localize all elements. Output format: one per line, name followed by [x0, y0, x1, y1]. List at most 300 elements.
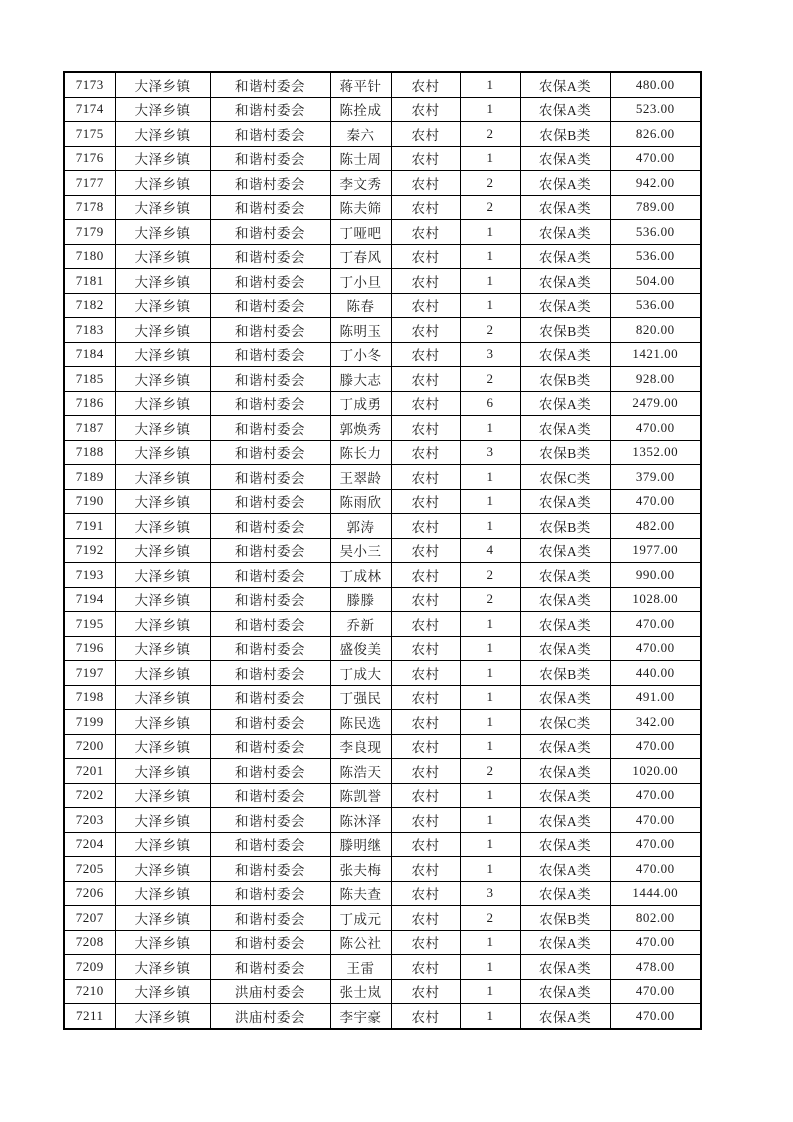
table-row	[64, 465, 701, 490]
cell-amount: 826.00	[610, 122, 701, 147]
cell-category: 农保A类	[520, 783, 610, 808]
cell-category: 农保B类	[520, 318, 610, 343]
cell-name: 陈明玉	[330, 318, 391, 343]
cell-committee: 和谐村委会	[210, 97, 330, 122]
cell-count: 1	[460, 661, 520, 686]
cell-type: 农村	[391, 587, 460, 612]
table-row	[64, 367, 701, 392]
cell-id: 7186	[64, 391, 115, 416]
cell-name: 丁哑吧	[330, 220, 391, 245]
cell-count: 1	[460, 220, 520, 245]
cell-committee: 和谐村委会	[210, 612, 330, 637]
cell-category: 农保A类	[520, 171, 610, 196]
cell-id: 7200	[64, 734, 115, 759]
cell-township: 大泽乡镇	[115, 440, 210, 465]
cell-committee: 洪庙村委会	[210, 979, 330, 1004]
cell-id: 7210	[64, 979, 115, 1004]
cell-count: 1	[460, 734, 520, 759]
cell-category: 农保A类	[520, 269, 610, 294]
cell-type: 农村	[391, 881, 460, 906]
cell-township: 大泽乡镇	[115, 293, 210, 318]
cell-category: 农保A类	[520, 1004, 610, 1029]
cell-category: 农保A类	[520, 881, 610, 906]
cell-count: 1	[460, 832, 520, 857]
cell-committee: 和谐村委会	[210, 171, 330, 196]
cell-category: 农保A类	[520, 808, 610, 833]
cell-name: 陈雨欣	[330, 489, 391, 514]
cell-amount: 470.00	[610, 808, 701, 833]
cell-type: 农村	[391, 563, 460, 588]
cell-amount: 1977.00	[610, 538, 701, 563]
cell-category: 农保B类	[520, 514, 610, 539]
cell-township: 大泽乡镇	[115, 1004, 210, 1029]
cell-id: 7209	[64, 955, 115, 980]
cell-category: 农保B类	[520, 661, 610, 686]
cell-committee: 和谐村委会	[210, 367, 330, 392]
cell-type: 农村	[391, 759, 460, 784]
cell-category: 农保A类	[520, 636, 610, 661]
cell-committee: 和谐村委会	[210, 832, 330, 857]
cell-type: 农村	[391, 122, 460, 147]
cell-name: 盛俊美	[330, 636, 391, 661]
cell-amount: 470.00	[610, 489, 701, 514]
table-row	[64, 269, 701, 294]
cell-name: 张士岚	[330, 979, 391, 1004]
cell-name: 丁成林	[330, 563, 391, 588]
cell-township: 大泽乡镇	[115, 465, 210, 490]
cell-count: 1	[460, 783, 520, 808]
cell-id: 7207	[64, 906, 115, 931]
cell-type: 农村	[391, 514, 460, 539]
cell-name: 陈夫筛	[330, 195, 391, 220]
cell-township: 大泽乡镇	[115, 220, 210, 245]
cell-amount: 470.00	[610, 832, 701, 857]
cell-amount: 470.00	[610, 783, 701, 808]
cell-id: 7199	[64, 710, 115, 735]
cell-amount: 491.00	[610, 685, 701, 710]
cell-type: 农村	[391, 465, 460, 490]
cell-category: 农保A类	[520, 538, 610, 563]
cell-id: 7208	[64, 930, 115, 955]
table-row	[64, 930, 701, 955]
cell-township: 大泽乡镇	[115, 342, 210, 367]
cell-type: 农村	[391, 391, 460, 416]
cell-count: 1	[460, 685, 520, 710]
cell-id: 7211	[64, 1004, 115, 1029]
cell-count: 3	[460, 342, 520, 367]
table-row	[64, 342, 701, 367]
table-row	[64, 734, 701, 759]
table-row	[64, 636, 701, 661]
cell-amount: 504.00	[610, 269, 701, 294]
cell-name: 陈沐泽	[330, 808, 391, 833]
table-row	[64, 661, 701, 686]
cell-type: 农村	[391, 612, 460, 637]
cell-category: 农保A类	[520, 612, 610, 637]
cell-id: 7194	[64, 587, 115, 612]
cell-name: 陈公社	[330, 930, 391, 955]
cell-type: 农村	[391, 440, 460, 465]
cell-name: 李文秀	[330, 171, 391, 196]
cell-type: 农村	[391, 1004, 460, 1029]
cell-township: 大泽乡镇	[115, 955, 210, 980]
cell-amount: 470.00	[610, 979, 701, 1004]
cell-category: 农保A类	[520, 759, 610, 784]
cell-township: 大泽乡镇	[115, 685, 210, 710]
cell-township: 大泽乡镇	[115, 416, 210, 441]
cell-amount: 470.00	[610, 734, 701, 759]
cell-type: 农村	[391, 244, 460, 269]
table-body	[64, 72, 701, 1029]
cell-id: 7173	[64, 72, 115, 97]
cell-id: 7176	[64, 146, 115, 171]
cell-count: 1	[460, 710, 520, 735]
table-row	[64, 587, 701, 612]
cell-category: 农保C类	[520, 465, 610, 490]
cell-count: 2	[460, 367, 520, 392]
cell-township: 大泽乡镇	[115, 857, 210, 882]
cell-type: 农村	[391, 146, 460, 171]
cell-committee: 和谐村委会	[210, 465, 330, 490]
cell-township: 大泽乡镇	[115, 171, 210, 196]
table-row	[64, 122, 701, 147]
cell-name: 郭焕秀	[330, 416, 391, 441]
cell-committee: 和谐村委会	[210, 857, 330, 882]
cell-committee: 和谐村委会	[210, 269, 330, 294]
cell-name: 李宇豪	[330, 1004, 391, 1029]
cell-committee: 和谐村委会	[210, 881, 330, 906]
cell-type: 农村	[391, 636, 460, 661]
cell-township: 大泽乡镇	[115, 734, 210, 759]
cell-category: 农保A类	[520, 72, 610, 97]
table-row	[64, 955, 701, 980]
cell-committee: 和谐村委会	[210, 416, 330, 441]
cell-committee: 和谐村委会	[210, 955, 330, 980]
cell-count: 2	[460, 195, 520, 220]
cell-committee: 和谐村委会	[210, 734, 330, 759]
cell-township: 大泽乡镇	[115, 318, 210, 343]
cell-type: 农村	[391, 930, 460, 955]
cell-amount: 802.00	[610, 906, 701, 931]
cell-id: 7185	[64, 367, 115, 392]
cell-amount: 480.00	[610, 72, 701, 97]
table-row	[64, 195, 701, 220]
cell-type: 农村	[391, 416, 460, 441]
cell-township: 大泽乡镇	[115, 367, 210, 392]
cell-name: 滕明继	[330, 832, 391, 857]
cell-type: 农村	[391, 710, 460, 735]
cell-amount: 1020.00	[610, 759, 701, 784]
cell-id: 7202	[64, 783, 115, 808]
cell-category: 农保A类	[520, 220, 610, 245]
cell-name: 丁成勇	[330, 391, 391, 416]
cell-count: 1	[460, 636, 520, 661]
cell-category: 农保A类	[520, 857, 610, 882]
cell-committee: 和谐村委会	[210, 514, 330, 539]
insurance-register-table	[63, 71, 702, 1030]
cell-committee: 和谐村委会	[210, 685, 330, 710]
cell-type: 农村	[391, 979, 460, 1004]
cell-id: 7174	[64, 97, 115, 122]
cell-type: 农村	[391, 538, 460, 563]
cell-id: 7196	[64, 636, 115, 661]
table-row	[64, 538, 701, 563]
cell-count: 1	[460, 489, 520, 514]
cell-committee: 和谐村委会	[210, 759, 330, 784]
cell-committee: 和谐村委会	[210, 220, 330, 245]
cell-category: 农保A类	[520, 146, 610, 171]
cell-id: 7180	[64, 244, 115, 269]
cell-count: 1	[460, 269, 520, 294]
cell-committee: 和谐村委会	[210, 342, 330, 367]
cell-amount: 470.00	[610, 416, 701, 441]
cell-count: 2	[460, 759, 520, 784]
cell-type: 农村	[391, 72, 460, 97]
cell-id: 7181	[64, 269, 115, 294]
cell-type: 农村	[391, 293, 460, 318]
cell-id: 7178	[64, 195, 115, 220]
cell-amount: 536.00	[610, 244, 701, 269]
table-row	[64, 440, 701, 465]
cell-amount: 942.00	[610, 171, 701, 196]
table-row	[64, 881, 701, 906]
cell-name: 滕滕	[330, 587, 391, 612]
cell-type: 农村	[391, 906, 460, 931]
cell-committee: 和谐村委会	[210, 293, 330, 318]
cell-name: 蒋平针	[330, 72, 391, 97]
cell-township: 大泽乡镇	[115, 881, 210, 906]
cell-township: 大泽乡镇	[115, 195, 210, 220]
cell-category: 农保A类	[520, 342, 610, 367]
cell-amount: 470.00	[610, 636, 701, 661]
cell-name: 陈士周	[330, 146, 391, 171]
cell-category: 农保A类	[520, 685, 610, 710]
cell-amount: 990.00	[610, 563, 701, 588]
cell-id: 7179	[64, 220, 115, 245]
cell-category: 农保B类	[520, 122, 610, 147]
cell-name: 吴小三	[330, 538, 391, 563]
cell-township: 大泽乡镇	[115, 906, 210, 931]
cell-id: 7183	[64, 318, 115, 343]
cell-committee: 和谐村委会	[210, 906, 330, 931]
cell-id: 7177	[64, 171, 115, 196]
cell-committee: 洪庙村委会	[210, 1004, 330, 1029]
cell-category: 农保A类	[520, 587, 610, 612]
table-row	[64, 220, 701, 245]
cell-category: 农保A类	[520, 955, 610, 980]
cell-committee: 和谐村委会	[210, 538, 330, 563]
cell-name: 王雷	[330, 955, 391, 980]
cell-township: 大泽乡镇	[115, 783, 210, 808]
cell-category: 农保B类	[520, 906, 610, 931]
cell-amount: 2479.00	[610, 391, 701, 416]
table-row	[64, 416, 701, 441]
cell-type: 农村	[391, 783, 460, 808]
cell-amount: 1421.00	[610, 342, 701, 367]
cell-count: 2	[460, 171, 520, 196]
cell-type: 农村	[391, 685, 460, 710]
cell-category: 农保A类	[520, 244, 610, 269]
cell-count: 1	[460, 955, 520, 980]
cell-count: 2	[460, 122, 520, 147]
cell-id: 7187	[64, 416, 115, 441]
cell-name: 王翠龄	[330, 465, 391, 490]
cell-amount: 820.00	[610, 318, 701, 343]
cell-type: 农村	[391, 97, 460, 122]
table-row	[64, 72, 701, 97]
cell-township: 大泽乡镇	[115, 269, 210, 294]
cell-amount: 379.00	[610, 465, 701, 490]
cell-committee: 和谐村委会	[210, 930, 330, 955]
cell-category: 农保A类	[520, 930, 610, 955]
cell-category: 农保A类	[520, 563, 610, 588]
table-row	[64, 293, 701, 318]
cell-count: 1	[460, 1004, 520, 1029]
cell-committee: 和谐村委会	[210, 440, 330, 465]
cell-township: 大泽乡镇	[115, 759, 210, 784]
cell-committee: 和谐村委会	[210, 122, 330, 147]
cell-type: 农村	[391, 220, 460, 245]
cell-count: 2	[460, 587, 520, 612]
cell-name: 丁春风	[330, 244, 391, 269]
cell-township: 大泽乡镇	[115, 710, 210, 735]
cell-type: 农村	[391, 661, 460, 686]
cell-amount: 470.00	[610, 1004, 701, 1029]
table-row	[64, 612, 701, 637]
cell-category: 农保A类	[520, 416, 610, 441]
cell-township: 大泽乡镇	[115, 832, 210, 857]
cell-count: 1	[460, 146, 520, 171]
cell-count: 1	[460, 857, 520, 882]
cell-amount: 470.00	[610, 612, 701, 637]
cell-township: 大泽乡镇	[115, 97, 210, 122]
cell-category: 农保A类	[520, 734, 610, 759]
cell-type: 农村	[391, 269, 460, 294]
cell-id: 7198	[64, 685, 115, 710]
cell-committee: 和谐村委会	[210, 195, 330, 220]
cell-id: 7205	[64, 857, 115, 882]
cell-name: 陈长力	[330, 440, 391, 465]
cell-township: 大泽乡镇	[115, 514, 210, 539]
cell-township: 大泽乡镇	[115, 979, 210, 1004]
cell-township: 大泽乡镇	[115, 587, 210, 612]
cell-category: 农保A类	[520, 979, 610, 1004]
cell-category: 农保B类	[520, 440, 610, 465]
cell-type: 农村	[391, 367, 460, 392]
table-row	[64, 391, 701, 416]
table-row	[64, 97, 701, 122]
cell-township: 大泽乡镇	[115, 538, 210, 563]
cell-type: 农村	[391, 171, 460, 196]
cell-id: 7191	[64, 514, 115, 539]
cell-id: 7197	[64, 661, 115, 686]
cell-id: 7182	[64, 293, 115, 318]
cell-township: 大泽乡镇	[115, 72, 210, 97]
cell-category: 农保A类	[520, 489, 610, 514]
table-row	[64, 832, 701, 857]
cell-count: 2	[460, 906, 520, 931]
cell-committee: 和谐村委会	[210, 318, 330, 343]
cell-amount: 523.00	[610, 97, 701, 122]
cell-amount: 1028.00	[610, 587, 701, 612]
table-row	[64, 783, 701, 808]
cell-name: 张夫梅	[330, 857, 391, 882]
cell-id: 7206	[64, 881, 115, 906]
cell-count: 6	[460, 391, 520, 416]
cell-township: 大泽乡镇	[115, 244, 210, 269]
cell-amount: 536.00	[610, 293, 701, 318]
cell-amount: 470.00	[610, 930, 701, 955]
cell-name: 丁小冬	[330, 342, 391, 367]
cell-type: 农村	[391, 857, 460, 882]
cell-id: 7188	[64, 440, 115, 465]
cell-type: 农村	[391, 318, 460, 343]
cell-name: 丁强民	[330, 685, 391, 710]
cell-count: 1	[460, 97, 520, 122]
cell-category: 农保A类	[520, 195, 610, 220]
cell-committee: 和谐村委会	[210, 489, 330, 514]
cell-township: 大泽乡镇	[115, 930, 210, 955]
cell-committee: 和谐村委会	[210, 563, 330, 588]
table-row	[64, 808, 701, 833]
table-row	[64, 489, 701, 514]
cell-name: 陈拴成	[330, 97, 391, 122]
table-row	[64, 759, 701, 784]
cell-committee: 和谐村委会	[210, 146, 330, 171]
table-row	[64, 857, 701, 882]
table-row	[64, 244, 701, 269]
cell-committee: 和谐村委会	[210, 391, 330, 416]
cell-committee: 和谐村委会	[210, 710, 330, 735]
cell-category: 农保A类	[520, 293, 610, 318]
cell-amount: 1352.00	[610, 440, 701, 465]
cell-committee: 和谐村委会	[210, 808, 330, 833]
cell-id: 7195	[64, 612, 115, 637]
cell-name: 陈春	[330, 293, 391, 318]
cell-committee: 和谐村委会	[210, 636, 330, 661]
cell-count: 3	[460, 881, 520, 906]
cell-township: 大泽乡镇	[115, 391, 210, 416]
cell-count: 3	[460, 440, 520, 465]
cell-name: 李良现	[330, 734, 391, 759]
cell-type: 农村	[391, 342, 460, 367]
cell-committee: 和谐村委会	[210, 244, 330, 269]
cell-id: 7184	[64, 342, 115, 367]
cell-amount: 1444.00	[610, 881, 701, 906]
cell-name: 陈浩天	[330, 759, 391, 784]
cell-amount: 440.00	[610, 661, 701, 686]
cell-count: 1	[460, 808, 520, 833]
cell-id: 7201	[64, 759, 115, 784]
cell-amount: 928.00	[610, 367, 701, 392]
cell-township: 大泽乡镇	[115, 661, 210, 686]
cell-count: 1	[460, 514, 520, 539]
cell-id: 7204	[64, 832, 115, 857]
cell-township: 大泽乡镇	[115, 122, 210, 147]
cell-count: 1	[460, 244, 520, 269]
cell-id: 7175	[64, 122, 115, 147]
table-row	[64, 318, 701, 343]
cell-amount: 470.00	[610, 146, 701, 171]
cell-type: 农村	[391, 832, 460, 857]
cell-name: 陈民选	[330, 710, 391, 735]
table-row	[64, 906, 701, 931]
table-row	[64, 146, 701, 171]
cell-committee: 和谐村委会	[210, 661, 330, 686]
cell-name: 陈夫查	[330, 881, 391, 906]
cell-township: 大泽乡镇	[115, 612, 210, 637]
cell-type: 农村	[391, 734, 460, 759]
